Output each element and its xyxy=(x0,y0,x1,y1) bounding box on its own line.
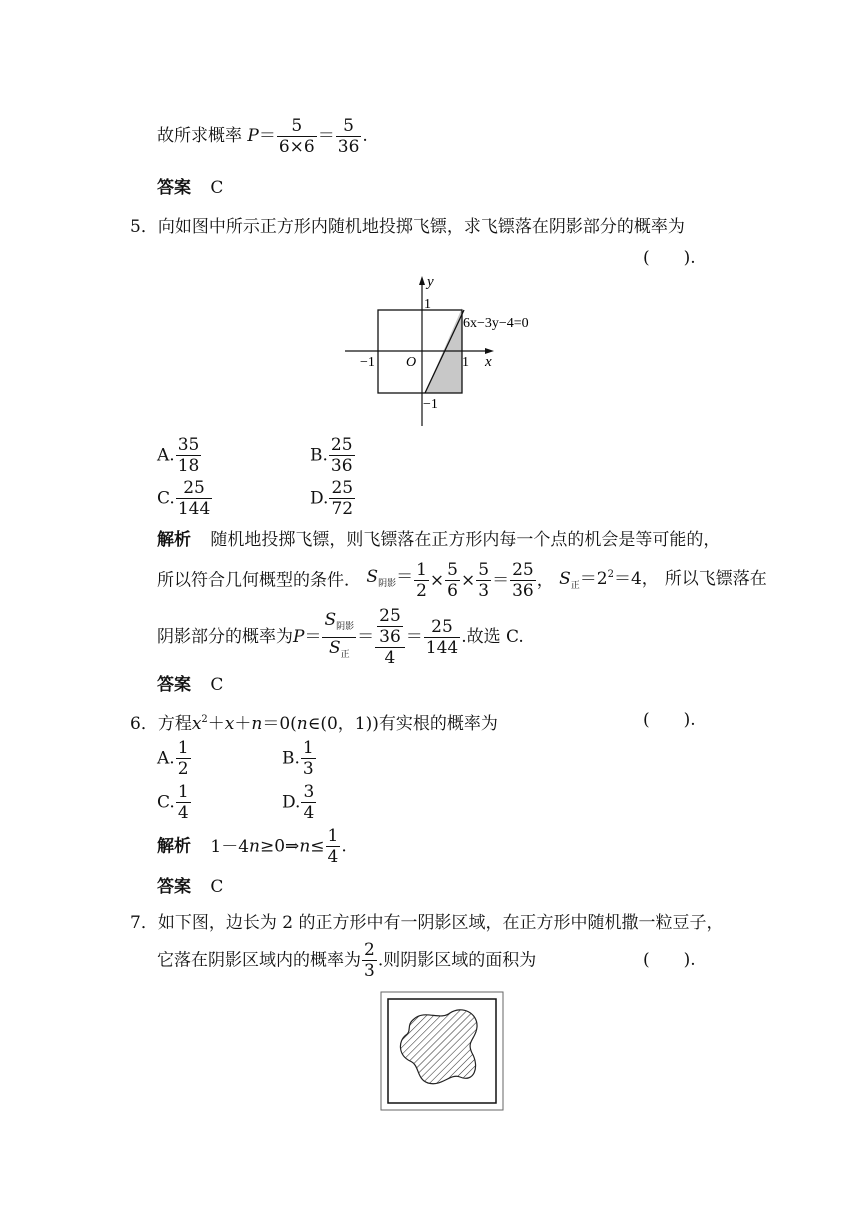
top-fraction-2: $\frac{5}{36}$ xyxy=(337,116,360,157)
q5-line-label: 6x−3y−4=0 xyxy=(463,316,529,331)
q5-option-c: C. $\frac{25}{144}$ xyxy=(157,478,211,519)
y-arrow-icon xyxy=(419,276,425,285)
q5-origin-label: O xyxy=(406,355,417,370)
top-fraction-1: $\frac{5}{6\times 6}$ xyxy=(278,116,315,157)
q6-option-c: C. $\frac{1}{4}$ xyxy=(157,782,189,823)
q5-option-a: A. $\frac{35}{18}$ xyxy=(157,435,200,476)
q5-tick-x-left: −1 xyxy=(360,355,375,370)
q6-solution: 解析 1－4n≥0⇒n≤ $\frac{1}{4}$ . xyxy=(157,826,347,867)
q7-line-1: 7．如下图，边长为 2 的正方形中有一阴影区域，在正方形中随机撒一粒豆子， xyxy=(130,913,724,933)
answer-q6: 答案 C xyxy=(157,877,224,897)
q5-number: 5． xyxy=(130,217,158,237)
q5-x-label: x xyxy=(485,354,492,370)
top-eq: ＝ xyxy=(258,126,276,146)
q5-solution-line-3: 阴影部分的概率为P＝ $\frac{S_{阴影}}{S_正}$ ＝ $\frac{\frac{25}{36}}{4}$ ＝ $\frac{25}{144}$ .故选 C. xyxy=(157,606,524,668)
answer-q5: 答案 C xyxy=(157,675,224,695)
q5-text: 向如图中所示正方形内随机地投掷飞镖，求飞镖落在阴影部分的概率为 xyxy=(157,217,685,237)
answer-label: 答案 xyxy=(157,178,191,198)
q5-solution-line-1: 解析 随机地投掷飞镖，则飞镖落在正方形内每一个点的机会是等可能的， xyxy=(157,530,721,550)
q6-option-a: A. $\frac{1}{2}$ xyxy=(157,738,189,779)
q7-paren: ( ). xyxy=(643,950,696,970)
q5-option-d: D. $\frac{25}{72}$ xyxy=(310,478,354,519)
q5-paren: ( ). xyxy=(643,248,696,268)
q5-figure xyxy=(340,268,540,428)
answer-q4 xyxy=(157,178,223,198)
q5-option-b: B. $\frac{25}{36}$ xyxy=(310,435,353,476)
top-p-symbol: P xyxy=(247,126,259,146)
q6-option-b: B. $\frac{1}{3}$ xyxy=(282,738,314,779)
q6-option-d: D. $\frac{3}{4}$ xyxy=(282,782,315,823)
q5-tick-x-right: 1 xyxy=(462,355,469,370)
q6-stem: 6．方程$x^2+x+n=0(n\in(0$，1))有实根的概率为 xyxy=(130,714,498,734)
top-probability-line xyxy=(157,116,368,157)
q5-tick-y-bottom: −1 xyxy=(423,397,438,412)
q5-stem xyxy=(130,217,685,237)
q5-solution-line-2: 所以符合几何概型的条件． $S_{阴影}=$ $\frac{1}{2}$ × $\frac{5}{6}$ × $\frac{5}{3}$ ＝ $\frac{25}{36}$ ， $S_正=2^2=4$， 所以飞镖落在 xyxy=(157,560,767,601)
q7-shaded-region xyxy=(400,1010,477,1084)
solution-label: 解析 xyxy=(157,530,191,550)
q7-line-2: 它落在阴影区域内的概率为 $\frac{2}{3}$ .则阴影区域的面积为 xyxy=(157,940,537,981)
top-eq-2: ＝ xyxy=(317,126,335,146)
q6-paren: ( ). xyxy=(643,710,696,730)
answer-value: C xyxy=(210,178,224,198)
top-prefix: 故所求概率 xyxy=(157,126,242,146)
top-end: . xyxy=(362,126,368,146)
q5-y-label: y xyxy=(427,274,434,290)
q7-figure xyxy=(380,991,504,1111)
q5-tick-y-top: 1 xyxy=(424,297,431,312)
